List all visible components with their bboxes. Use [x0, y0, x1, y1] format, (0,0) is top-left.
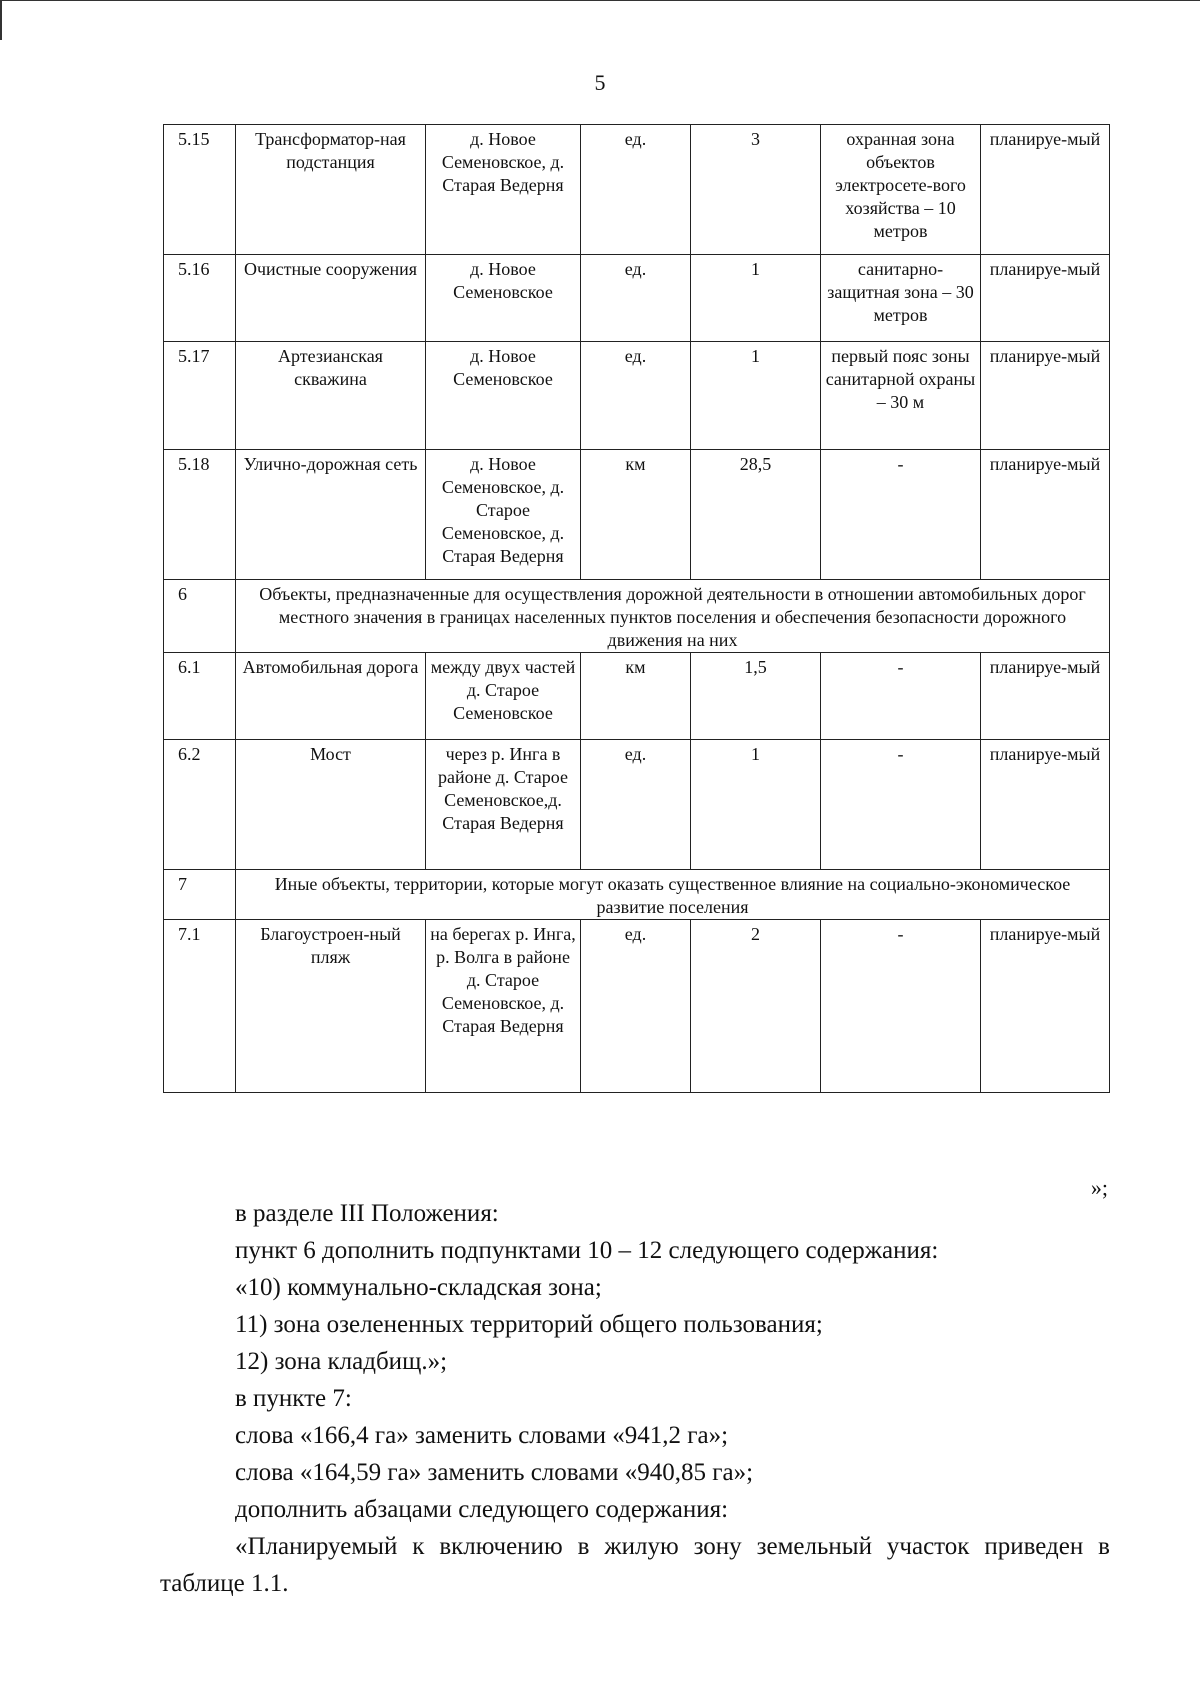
table-row: [164, 920, 1110, 1093]
section-title: Объекты, предназначенные для осуществления дорожной деятельности в отношении автомобильных дорог местного значения в границах населенных пунктов поселения и обеспечения безопасности дорожного движения на них: [236, 580, 1110, 653]
text-paragraph: в пункте 7:: [235, 1385, 352, 1412]
closing-quote: »;: [1090, 1175, 1108, 1200]
text-paragraph: «Планируемый к включению в жилую зону земельный участок приведен в таблице 1.1.: [160, 1533, 1110, 1597]
object-status: планируе-мый: [981, 653, 1110, 740]
table-row: [164, 653, 1110, 740]
object-status: планируе-мый: [981, 920, 1110, 1093]
row-number: 6: [164, 580, 236, 653]
object-quantity: 1,5: [691, 653, 821, 740]
object-status: планируе-мый: [981, 450, 1110, 580]
text-paragraph: слова «164,59 га» заменить словами «940,85 га»;: [235, 1459, 754, 1486]
object-quantity: 28,5: [691, 450, 821, 580]
text-paragraph: «10) коммунально-складская зона;: [235, 1274, 602, 1301]
object-status: планируе-мый: [981, 740, 1110, 870]
object-status: планируе-мый: [981, 342, 1110, 450]
object-location: через р. Инга в районе д. Старое Семеновское,д. Старая Ведерня: [426, 740, 581, 870]
object-status: планируе-мый: [981, 125, 1110, 255]
table-row: [164, 255, 1110, 342]
unit-of-measure: ед.: [581, 255, 691, 342]
object-quantity: 1: [691, 342, 821, 450]
row-number: 5.17: [164, 342, 236, 450]
object-quantity: 3: [691, 125, 821, 255]
table-body: [164, 125, 1110, 1093]
unit-of-measure: км: [581, 653, 691, 740]
page-number: 5: [594, 70, 606, 95]
protection-zone: охранная зона объектов электросете-вого хозяйства – 10 метров: [821, 125, 981, 255]
object-name: Артезианская скважина: [236, 342, 426, 450]
text-paragraph: дополнить абзацами следующего содержания:: [235, 1496, 729, 1523]
planned-objects-table: [163, 124, 1110, 1093]
object-name: Трансформатор-ная подстанция: [236, 125, 426, 255]
protection-zone: -: [821, 740, 981, 870]
table-row: [164, 450, 1110, 580]
row-number: 6.1: [164, 653, 236, 740]
text-paragraph: 11) зона озелененных территорий общего пользования;: [235, 1311, 823, 1338]
section-title: Иные объекты, территории, которые могут оказать существенное влияние на социально-экономическое развитие поселения: [236, 870, 1110, 920]
object-name: Улично-дорожная сеть: [236, 450, 426, 580]
object-location: д. Новое Семеновское: [426, 342, 581, 450]
object-location: между двух частей д. Старое Семеновское: [426, 653, 581, 740]
scan-edge-left: [0, 0, 2, 40]
table-section-row: [164, 870, 1110, 920]
row-number: 7: [164, 870, 236, 920]
protection-zone: санитарно-защитная зона – 30 метров: [821, 255, 981, 342]
unit-of-measure: ед.: [581, 342, 691, 450]
object-quantity: 1: [691, 740, 821, 870]
table-row: [164, 125, 1110, 255]
object-location: д. Новое Семеновское, д. Старое Семеновское, д. Старая Ведерня: [426, 450, 581, 580]
row-number: 7.1: [164, 920, 236, 1093]
amendment-text: [160, 1195, 1110, 1602]
object-status: планируе-мый: [981, 255, 1110, 342]
scan-edge-top: [0, 0, 1200, 1]
row-number: 5.16: [164, 255, 236, 342]
text-paragraph: в разделе III Положения:: [235, 1200, 499, 1227]
row-number: 5.15: [164, 125, 236, 255]
unit-of-measure: ед.: [581, 740, 691, 870]
object-quantity: 2: [691, 920, 821, 1093]
unit-of-measure: ед.: [581, 125, 691, 255]
table-section-row: [164, 580, 1110, 653]
object-name: Очистные сооружения: [236, 255, 426, 342]
object-name: Мост: [236, 740, 426, 870]
text-paragraph: 12) зона кладбищ.»;: [235, 1348, 448, 1375]
object-name: Благоустроен-ный пляж: [236, 920, 426, 1093]
object-location: на берегах р. Инга, р. Волга в районе д. Старое Семеновское, д. Старая Ведерня: [426, 920, 581, 1093]
protection-zone: -: [821, 653, 981, 740]
protection-zone: первый пояс зоны санитарной охраны – 30 м: [821, 342, 981, 450]
row-number: 6.2: [164, 740, 236, 870]
table-row: [164, 342, 1110, 450]
object-location: д. Новое Семеновское, д. Старая Ведерня: [426, 125, 581, 255]
unit-of-measure: км: [581, 450, 691, 580]
object-location: д. Новое Семеновское: [426, 255, 581, 342]
protection-zone: -: [821, 450, 981, 580]
object-quantity: 1: [691, 255, 821, 342]
text-paragraph: слова «166,4 га» заменить словами «941,2 га»;: [235, 1422, 729, 1449]
object-name: Автомобильная дорога: [236, 653, 426, 740]
table-row: [164, 740, 1110, 870]
row-number: 5.18: [164, 450, 236, 580]
unit-of-measure: ед.: [581, 920, 691, 1093]
protection-zone: -: [821, 920, 981, 1093]
text-paragraph: пункт 6 дополнить подпунктами 10 – 12 следующего содержания:: [235, 1237, 939, 1264]
